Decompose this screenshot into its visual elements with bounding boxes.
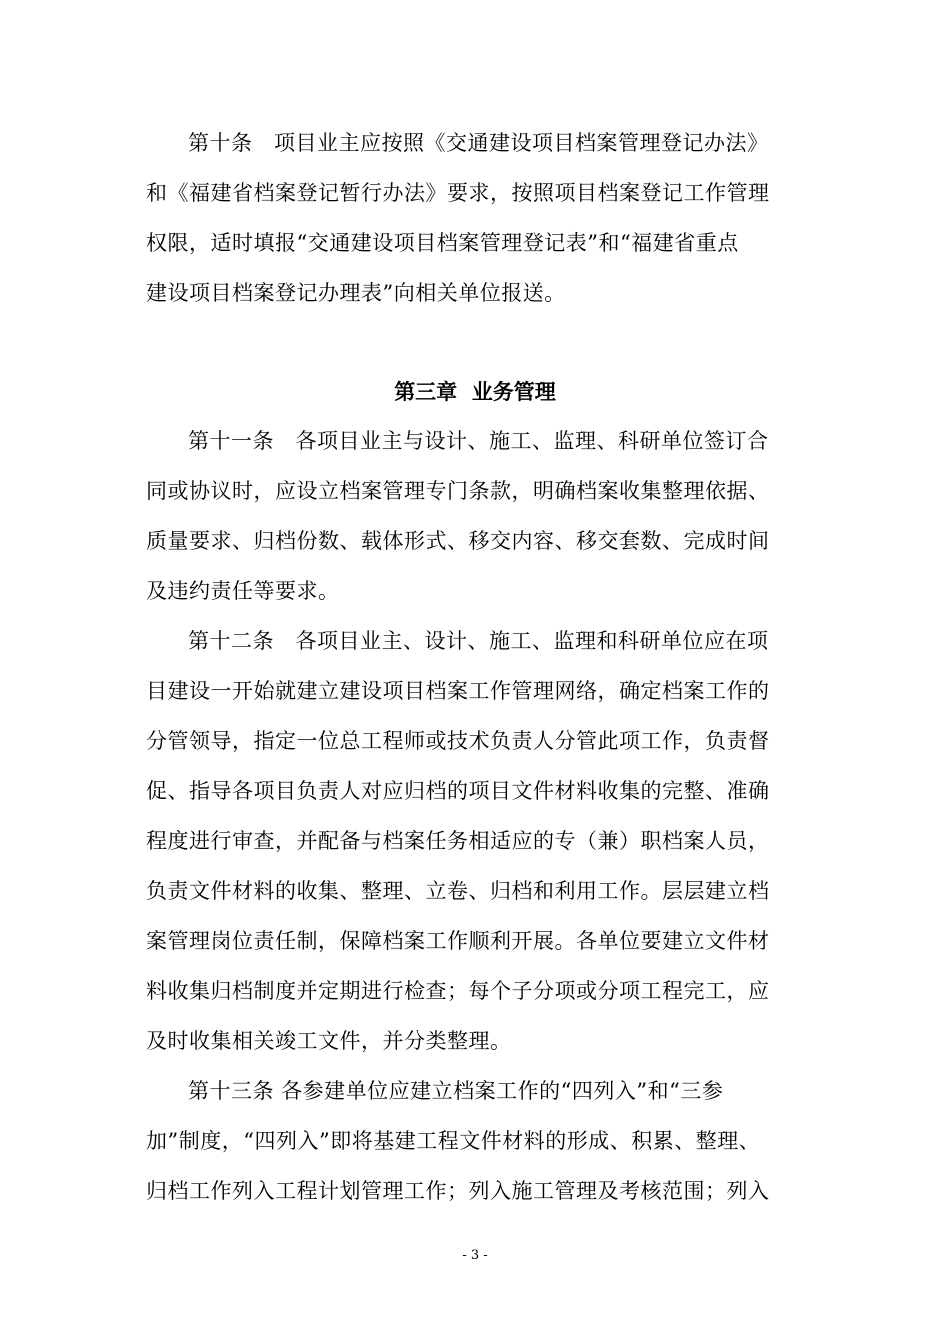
article-13-line-3: 归档工作列入工程计划管理工作；列入施工管理及考核范围；列入 — [146, 1179, 770, 1203]
page-number: - 3 - — [462, 1248, 488, 1263]
article-12-line-7: 案管理岗位责任制，保障档案工作顺利开展。各单位要建立文件材 — [146, 929, 770, 953]
article-10-line-3: 权限，适时填报“交通建设项目档案管理登记表”和“福建省重点 — [146, 231, 739, 255]
article-10-line-1: 第十条 项目业主应按照《交通建设项目档案管理登记办法》 — [188, 131, 769, 155]
article-12-line-9: 及时收集相关竣工文件，并分类整理。 — [146, 1029, 512, 1053]
article-12-line-3: 分管领导，指定一位总工程师或技术负责人分管此项工作，负责督 — [146, 729, 770, 753]
article-10-line-2: 和《福建省档案登记暂行办法》要求，按照项目档案登记工作管理 — [146, 181, 770, 205]
article-13-line-2: 加”制度，“四列入”即将基建工程文件材料的形成、积累、整理、 — [146, 1129, 761, 1153]
article-12-line-6: 负责文件材料的收集、整理、立卷、归档和利用工作。层层建立档 — [146, 879, 770, 903]
article-10-line-4: 建设项目档案登记办理表”向相关单位报送。 — [146, 281, 566, 305]
article-12-line-1: 第十二条 各项目业主、设计、施工、监理和科研单位应在项 — [188, 629, 769, 653]
article-12-line-4: 促、指导各项目负责人对应归档的项目文件材料收集的完整、准确 — [146, 779, 770, 803]
article-11-line-3: 质量要求、归档份数、载体形式、移交内容、移交套数、完成时间 — [146, 529, 770, 553]
article-11-line-1: 第十一条 各项目业主与设计、施工、监理、科研单位签订合 — [188, 429, 769, 453]
article-11-line-4: 及违约责任等要求。 — [146, 579, 340, 603]
article-12-line-5: 程度进行审查，并配备与档案任务相适应的专（兼）职档案人员， — [146, 829, 770, 853]
article-13-line-1: 第十三条 各参建单位应建立档案工作的“四列入”和“三参 — [188, 1079, 724, 1103]
article-12-line-8: 料收集归档制度并定期进行检查；每个子分项或分项工程完工，应 — [146, 979, 770, 1003]
chapter-heading: 第三章 业务管理 — [394, 380, 556, 404]
article-11-line-2: 同或协议时，应设立档案管理专门条款，明确档案收集整理依据、 — [146, 479, 770, 503]
article-12-line-2: 目建设一开始就建立建设项目档案工作管理网络，确定档案工作的 — [146, 679, 770, 703]
